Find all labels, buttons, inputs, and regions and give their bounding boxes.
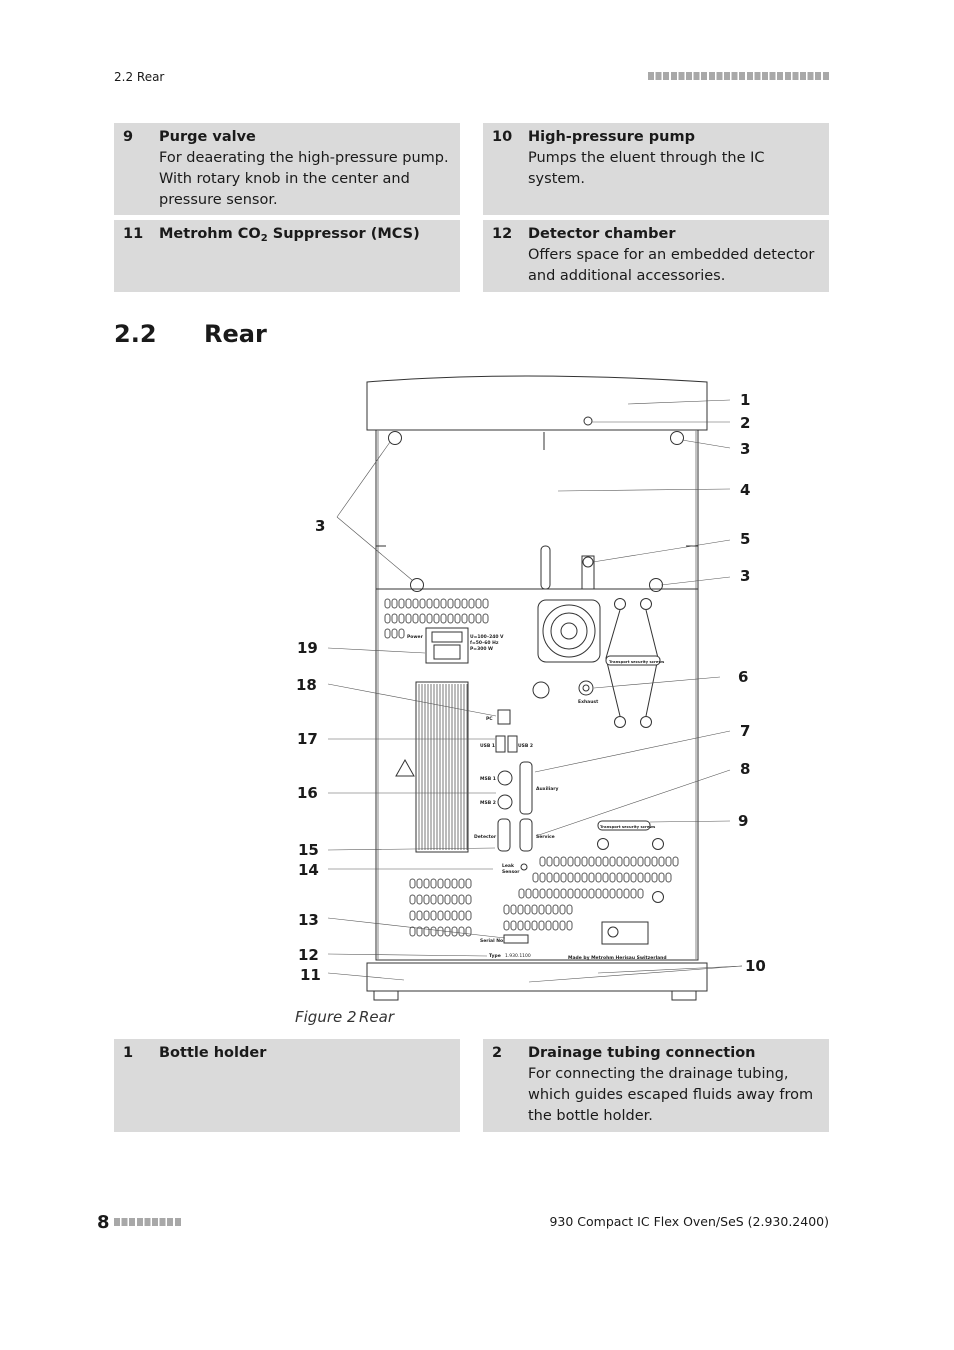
label-freq: f=50–60 Hz <box>470 641 499 646</box>
callout-7: 7 <box>740 722 751 740</box>
label-made-in: Made by Metrohm Herisau Switzerland <box>568 956 667 961</box>
callout-5: 5 <box>740 530 751 548</box>
legend-item-9 <box>114 123 460 215</box>
label-transport-2: Transport security screws <box>600 824 656 829</box>
legend-title: Detector chamber <box>528 226 676 242</box>
legend-title: Drainage tubing connection <box>528 1045 756 1061</box>
legend-number: 2 <box>492 1045 503 1061</box>
figure-caption <box>295 1008 394 1026</box>
label-msb1: MSB 1 <box>480 777 496 782</box>
caption-label: Figure 2 <box>295 1008 357 1026</box>
callout-13: 13 <box>298 911 319 929</box>
legend-title: Bottle holder <box>159 1045 267 1061</box>
legend-item-12 <box>483 220 829 292</box>
label-sensor: Sensor <box>502 870 520 875</box>
label-exhaust: Exhaust <box>578 700 599 705</box>
label-transport-1: Transport security screws <box>609 659 665 664</box>
legend-text: For deaerating the high-pressure pump. With rotary knob in the center and pressure sensor. <box>159 150 449 208</box>
running-header: 2.2 Rear <box>114 70 165 84</box>
callout-12: 12 <box>298 946 319 964</box>
legend-title: High-pressure pump <box>528 129 695 145</box>
legend-title: Purge valve <box>159 129 256 145</box>
legend-number: 10 <box>492 129 513 145</box>
heat-sink <box>416 682 468 852</box>
label-type: Type <box>489 954 501 959</box>
footer-decoration <box>114 1218 182 1226</box>
label-detector: Detector <box>474 835 497 840</box>
label-usb1: USB 1 <box>480 744 496 749</box>
callout-2: 2 <box>740 414 751 432</box>
label-pc: PC <box>486 717 493 722</box>
label-auxiliary: Auxiliary <box>536 787 559 792</box>
label-type-value: 1.930.1100 <box>505 954 531 959</box>
legend-item-1 <box>114 1039 460 1132</box>
callout-18: 18 <box>296 676 317 694</box>
legend-title: Metrohm $CO_2$ Suppressor (MCS) <box>159 226 420 244</box>
section-heading <box>114 320 267 348</box>
label-usb2: USB 2 <box>518 744 534 749</box>
callout-16: 16 <box>297 784 318 802</box>
label-service: Service <box>536 835 555 840</box>
callout-11: 11 <box>300 966 321 984</box>
callout-3c: 3 <box>315 517 326 535</box>
callout-10: 10 <box>745 957 766 975</box>
callout-9: 9 <box>738 812 749 830</box>
callout-3a: 3 <box>740 440 751 458</box>
label-msb2: MSB 2 <box>480 801 496 806</box>
label-serial: Serial No. <box>480 939 505 944</box>
footer-product: 930 Compact IC Flex Oven/SeS (2.930.2400) <box>549 1214 829 1229</box>
device-base <box>367 963 707 991</box>
legend-number: 9 <box>123 129 134 145</box>
callout-19: 19 <box>297 639 318 657</box>
label-voltage: U=100–240 V <box>470 635 504 640</box>
callout-1: 1 <box>740 391 751 409</box>
legend-item-11 <box>114 220 460 292</box>
callout-3b: 3 <box>740 567 751 585</box>
label-power: Power <box>407 635 423 640</box>
label-power-w: P=300 W <box>470 647 493 652</box>
legend-number: 12 <box>492 226 513 242</box>
legend-item-10 <box>483 123 829 215</box>
callout-6: 6 <box>738 668 749 686</box>
fan <box>538 600 600 662</box>
caption-text: Rear <box>359 1008 395 1026</box>
section-number: 2.2 <box>114 320 157 348</box>
legend-item-2 <box>483 1039 829 1132</box>
callout-4: 4 <box>740 481 751 499</box>
callout-14: 14 <box>298 861 319 879</box>
rear-view-figure <box>280 370 780 1002</box>
header-decoration <box>648 72 830 80</box>
section-title: Rear <box>204 320 267 348</box>
page-number: 8 <box>97 1212 110 1233</box>
legend-number: 11 <box>123 226 144 242</box>
callout-8: 8 <box>740 760 751 778</box>
callout-17: 17 <box>297 730 318 748</box>
legend-text: Offers space for an embedded detector and additional accessories. <box>528 247 815 284</box>
label-leak: Leak <box>502 864 514 869</box>
legend-text: For connecting the drainage tubing, which guides escaped fluids away from the bottle holder. <box>528 1066 814 1124</box>
legend-text: Pumps the eluent through the IC system. <box>528 150 765 187</box>
callout-15: 15 <box>298 841 319 859</box>
legend-number: 1 <box>123 1045 134 1061</box>
